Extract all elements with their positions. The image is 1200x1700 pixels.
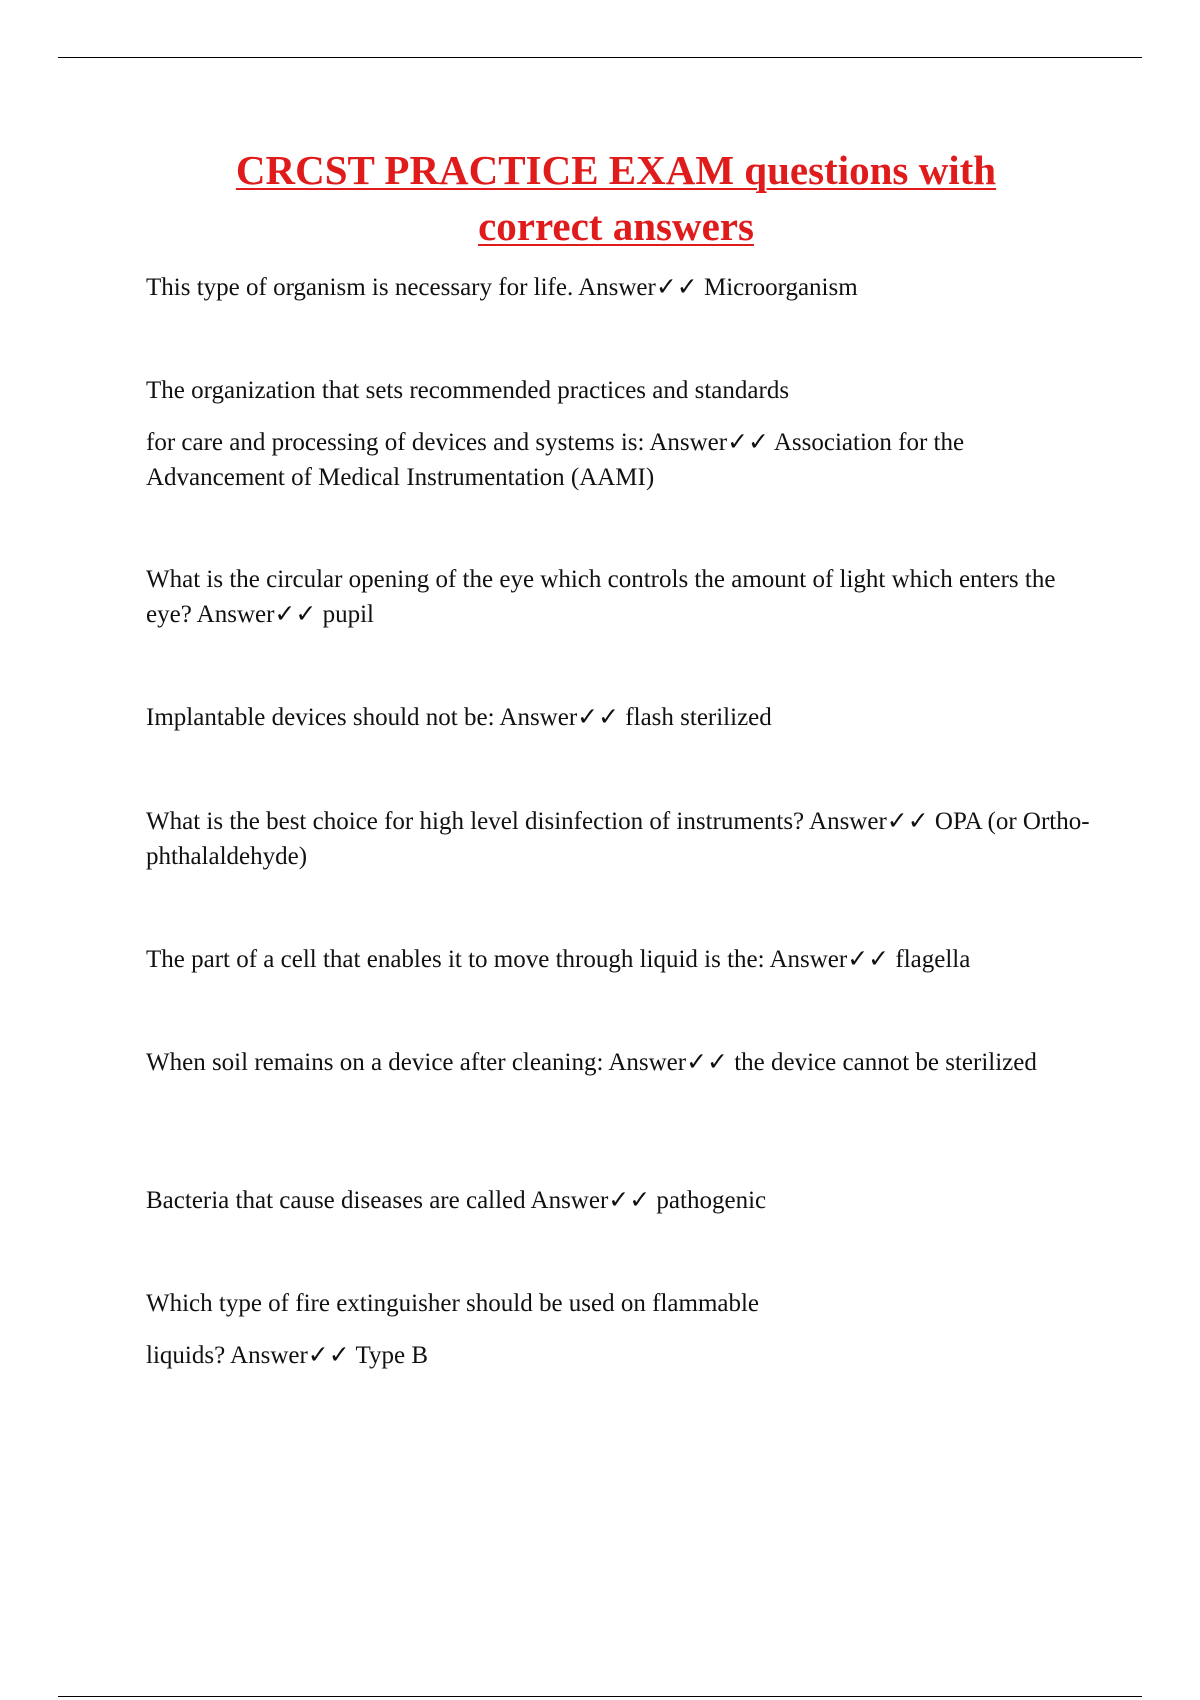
document-title	[0, 142, 1200, 254]
qa-item-4	[146, 700, 1106, 735]
qa-text-line-1: Which type of fire extinguisher should be used on flammable	[146, 1290, 760, 1317]
qa-item-5	[146, 804, 1106, 874]
qa-text: Bacteria that cause diseases are called Answer✓✓ pathogenic	[146, 1187, 767, 1214]
qa-item-8	[146, 1183, 1106, 1218]
qa-text-line-2: for care and processing of devices and systems is: Answer✓✓ Association for the Advancement of Medical Instrumentation (AAMI)	[146, 429, 965, 491]
title-line-1: CRCST PRACTICE EXAM questions with	[235, 147, 997, 193]
qa-text: Implantable devices should not be: Answer✓✓ flash sterilized	[146, 704, 772, 731]
qa-text: What is the circular opening of the eye which controls the amount of light which enters the eye? Answer✓✓ pupil	[146, 566, 1056, 628]
qa-item-1	[146, 270, 1106, 305]
footer-rule	[58, 1696, 1142, 1697]
qa-text: This type of organism is necessary for life. Answer✓✓ Microorganism	[146, 274, 858, 301]
qa-text-line-2: liquids? Answer✓✓ Type B	[146, 1342, 429, 1369]
header-rule	[58, 57, 1142, 58]
qa-item-7	[146, 1045, 1106, 1080]
qa-item-6	[146, 942, 1106, 977]
qa-text: When soil remains on a device after cleaning: Answer✓✓ the device cannot be sterilized	[146, 1049, 1037, 1076]
qa-text: The part of a cell that enables it to move through liquid is the: Answer✓✓ flagella	[146, 946, 971, 973]
title-line-2: correct answers	[478, 203, 754, 249]
qa-item-9	[146, 1286, 1106, 1373]
qa-text: What is the best choice for high level disinfection of instruments? Answer✓✓ OPA (or Ortho-phthalaldehyde)	[146, 808, 1090, 870]
qa-item-2	[146, 373, 1106, 495]
qa-text-line-1: The organization that sets recommended practices and standards	[146, 377, 790, 404]
qa-item-3	[146, 562, 1106, 632]
